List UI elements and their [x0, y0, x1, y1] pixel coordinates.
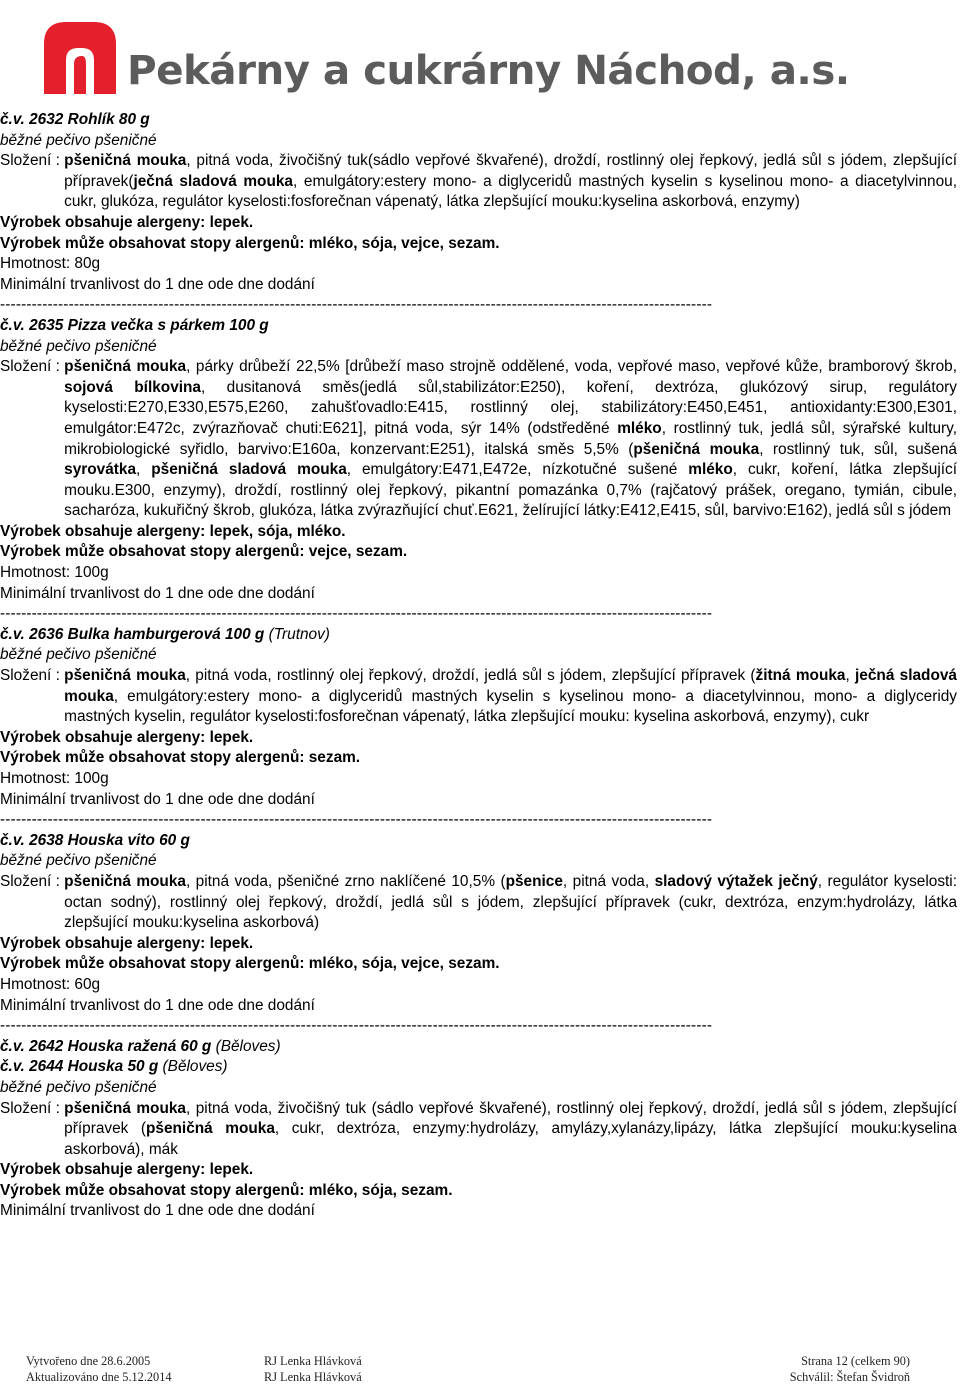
product-title [0, 625, 957, 646]
ingredients-label: Složení : [0, 1099, 65, 1117]
ingredients-label: Složení : [0, 667, 65, 685]
product-block [0, 625, 957, 831]
traces-label: Výrobek může obsahovat stopy alergenů: [0, 749, 309, 767]
product-category: běžné pečivo pšeničné [0, 337, 157, 355]
weight-value: 60g [74, 975, 101, 993]
footer-author-created: RJ Lenka Hlávková [264, 1354, 362, 1368]
weight-label: Hmotnost: [0, 255, 75, 273]
traces-value: mléko, sója, vejce, sezam. [308, 234, 500, 252]
weight-line [0, 563, 957, 584]
allergens-label: Výrobek obsahuje alergeny: [0, 934, 210, 952]
allergens-value: lepek. [209, 934, 254, 952]
product-title-text: č.v. 2644 Houska 50 g [0, 1058, 159, 1076]
product-block [0, 110, 957, 316]
product-title [0, 1037, 957, 1058]
product-title-text: č.v. 2635 Pizza večka s párkem 100 g [0, 316, 269, 334]
footer-authors [264, 1353, 362, 1386]
weight-label: Hmotnost: [0, 770, 75, 787]
weight-label: Hmotnost: [0, 975, 75, 993]
traces-label: Výrobek může obsahovat stopy alergenů: [0, 543, 309, 561]
ingredients-row [0, 357, 957, 522]
weight-value: 100g [74, 564, 109, 582]
product-block [0, 316, 957, 625]
footer-author-updated: RJ Lenka Hlávková [264, 1370, 362, 1385]
traces-label: Výrobek může obsahovat stopy alergenů: [0, 234, 309, 252]
product-title-text: č.v. 2642 Houska ražená 60 g [0, 1037, 212, 1055]
ingredients-row [0, 872, 957, 934]
product-title-text: č.v. 2638 Houska vito 60 g [0, 831, 190, 849]
weight-value: 100g [74, 770, 109, 787]
shelf-life-line: Minimální trvanlivost do 1 dne ode dne dodání [0, 790, 315, 808]
shelf-life-line: Minimální trvanlivost do 1 dne ode dne dodání [0, 584, 315, 602]
ingredients-text: pšeničná mouka, pitná voda, pšeničné zrno naklíčené 10,5% (pšenice, pitná voda, sladový výtažek ječný, regulátor kyselosti: octan sodný), rostlinný olej řepkový, droždí, jedlá sůl s jódem, zlepšující přípravek (cukr, dextróza, enzym:hydrolázy, látka zlepšující mouku:kyselina askorbová) [64, 872, 957, 932]
weight-line [0, 254, 957, 275]
allergens-label: Výrobek obsahuje alergeny: [0, 1161, 210, 1179]
product-category: běžné pečivo pšeničné [0, 852, 157, 870]
traces-value: vejce, sezam. [308, 543, 408, 561]
product-title [0, 831, 957, 852]
traces-line [0, 1181, 957, 1202]
company-name: Pekárny a cukrárny Náchod, a.s. [127, 46, 850, 94]
traces-line [0, 954, 957, 975]
allergens-label: Výrobek obsahuje alergeny: [0, 213, 210, 231]
footer-created: Vytvořeno dne 28.6.2005 [26, 1354, 151, 1368]
ingredients-row [0, 151, 957, 213]
product-block [0, 1037, 957, 1222]
weight-line [0, 769, 957, 790]
product-category: běžné pečivo pšeničné [0, 646, 157, 664]
separator-line: --------------------------------------------------------------------------------------------------------------------------------------- [0, 605, 713, 623]
weight-label: Hmotnost: [0, 564, 75, 582]
footer-updated: Aktualizováno dne 5.12.2014 [26, 1370, 172, 1385]
footer-page-number: Strana 12 (celkem 90) [801, 1354, 910, 1368]
ingredients-label: Složení : [0, 872, 65, 890]
product-location: (Běloves) [211, 1037, 281, 1055]
product-title [0, 316, 957, 337]
allergens-value: lepek. [209, 213, 254, 231]
weight-line [0, 975, 957, 996]
allergens-line [0, 934, 957, 955]
allergens-value: lepek, sója, mléko. [209, 522, 346, 540]
shelf-life-line: Minimální trvanlivost do 1 dne ode dne dodání [0, 1202, 315, 1220]
traces-label: Výrobek může obsahovat stopy alergenů: [0, 955, 309, 973]
footer-meta [790, 1353, 910, 1386]
allergens-value: lepek. [209, 728, 254, 746]
product-list [0, 110, 957, 1222]
ingredients-text: pšeničná mouka, párky drůbeží 22,5% [drůbeží maso strojně oddělené, voda, vepřové maso, vepřové kůže, bramborový škrob, sojová bílkovina, dusitanová směs(jedlá sůl,stabilizátor:E250), koření, dextróza, glukózový sirup, regulátory kyselosti:E270,E330,E575,E260, zahušťovadlo:E415, rostlinný olej, stabilizátory:E450,E451, antioxidanty:E300,E301, emulgátor:E472c, zvýrazňovač chuti:E621], pitná voda, sýr 14% (odstředěné mléko, rostlinný tuk, jedlá sůl, sýrařské kultury, mikrobiologické syřidlo, barvivo:E160a, konzervant:E251), italská směs 5,5% (pšeničná mouka, rostlinný tuk, sůl, sušená syrovátka, pšeničná sladová mouka, emulgátory:E471,E472e, nízkotučné sušené mléko, cukr, koření, látka zlepšující mouku.E300, enzymy), droždí, rostlinný olej řepkový, pikantní pomazánka 0,7% (rajčatový prášek, oregano, tymián, cibule, sacharóza, kukuřičný škrob, glukóza, látka zvýrazňující chuť.E621, želírující látky:E412,E415, sůl, barvivo:E162), jedlá sůl s jódem [64, 358, 958, 520]
product-category: běžné pečivo pšeničné [0, 131, 157, 149]
letterhead [0, 0, 960, 108]
product-title-text: č.v. 2632 Rohlík 80 g [0, 111, 150, 128]
ingredients-text: pšeničná mouka, pitná voda, živočišný tuk (sádlo vepřové škvařené), rostlinný olej řepkový, droždí, jedlá sůl s jódem, zlepšující přípravek (pšeničná mouka, cukr, dextróza, enzymy:hydrolázy, amylázy,xylanázy,lipázy, látka zlepšující mouku:kyselina askorbová), mák [64, 1099, 957, 1158]
ingredients-row [0, 666, 957, 728]
product-title [0, 1057, 957, 1078]
shelf-life-line: Minimální trvanlivost do 1 dne ode dne dodání [0, 275, 315, 293]
allergens-label: Výrobek obsahuje alergeny: [0, 522, 210, 540]
footer-approved: Schválil: Štefan Švidroň [789, 1370, 910, 1385]
traces-line [0, 542, 957, 563]
separator-line: --------------------------------------------------------------------------------------------------------------------------------------- [0, 1017, 713, 1035]
ingredients-label: Složení : [0, 358, 65, 376]
traces-line [0, 234, 957, 255]
allergens-line [0, 1160, 957, 1181]
product-title [0, 110, 957, 131]
traces-value: sezam. [308, 749, 361, 767]
company-logo-icon [44, 22, 116, 94]
weight-value: 80g [74, 255, 101, 273]
allergens-line [0, 213, 957, 234]
traces-value: mléko, sója, sezam. [308, 1181, 453, 1199]
allergens-line [0, 522, 957, 543]
product-block [0, 831, 957, 1037]
product-category: běžné pečivo pšeničné [0, 1078, 157, 1096]
traces-value: mléko, sója, vejce, sezam. [308, 955, 500, 973]
separator-line: --------------------------------------------------------------------------------------------------------------------------------------- [0, 811, 713, 829]
allergens-label: Výrobek obsahuje alergeny: [0, 728, 210, 746]
product-location: (Trutnov) [264, 625, 330, 643]
ingredients-text: pšeničná mouka, pitná voda, živočišný tuk(sádlo vepřové škvařené), droždí, rostlinný olej řepkový, jedlá sůl s jódem, zlepšující přípravek(ječná sladová mouka, emulgátory:estery mono- a diglyceridů mastných kyselin s kyselinou mono- a diacetylvinnou, cukr, glukóza, regulátor kyselosti:fosforečnan vápenatý, látka zlepšující mouku:kyselina askorbová, enzymy) [64, 152, 957, 211]
product-title-text: č.v. 2636 Bulka hamburgerová 100 g [0, 625, 265, 643]
allergens-value: lepek. [209, 1161, 254, 1179]
allergens-line [0, 728, 957, 749]
product-location: (Běloves) [158, 1058, 228, 1076]
separator-line: --------------------------------------------------------------------------------------------------------------------------------------- [0, 296, 713, 314]
shelf-life-line: Minimální trvanlivost do 1 dne ode dne dodání [0, 996, 315, 1014]
ingredients-text: pšeničná mouka, pitná voda, rostlinný olej řepkový, droždí, jedlá sůl s jódem, zlepšující přípravek (žitná mouka, ječná sladová mouka, emulgátory:estery mono- a diglyceridů mastných kyselin s kyselinou mono- a diacetylvinnou, mono- a diglyceridy mastných kyselin, regulátor kyselosti:fosforečnan vápenatý, látka zlepšující mouku: kyselina askorbová, enzymy), cukr [64, 667, 957, 726]
ingredients-row [0, 1099, 957, 1161]
traces-label: Výrobek může obsahovat stopy alergenů: [0, 1181, 309, 1199]
ingredients-label: Složení : [0, 152, 65, 170]
footer-dates [26, 1353, 172, 1386]
page-footer [0, 1353, 960, 1387]
traces-line [0, 748, 957, 769]
